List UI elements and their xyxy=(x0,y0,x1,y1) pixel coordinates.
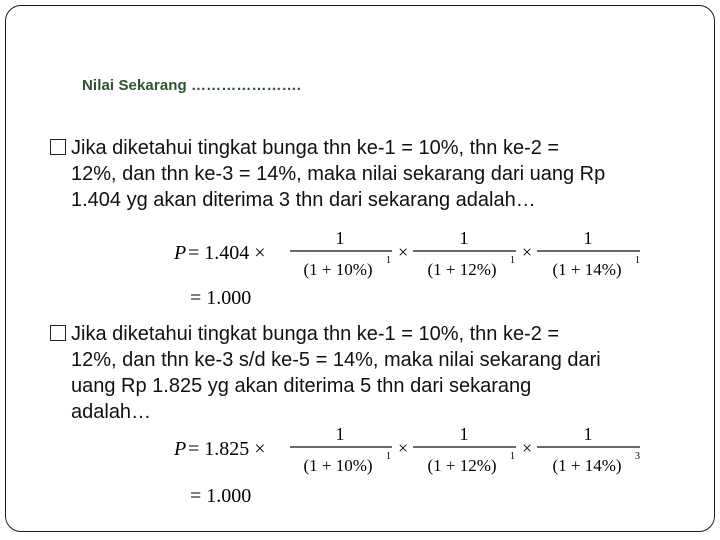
formula-2-times-2: × xyxy=(522,438,533,458)
formula-1-times-1: × xyxy=(398,242,409,262)
checkbox-bullet-icon xyxy=(50,325,66,341)
formula-2-exponent-2: 1 xyxy=(510,451,515,462)
formula-2-numerator-2: 1 xyxy=(459,424,469,444)
formula-1-result: = 1.000 xyxy=(190,287,252,309)
formula-2-numerator-1: 1 xyxy=(335,424,345,444)
formula-2-amount: = 1.825 × xyxy=(188,438,266,460)
formula-1-lhs: P xyxy=(174,242,187,264)
formula-1-numerator-1: 1 xyxy=(335,228,345,248)
bullet-1 xyxy=(50,135,690,213)
checkbox-bullet-icon xyxy=(50,139,66,155)
formula-1-denominator-2: (1 + 12%) xyxy=(427,260,497,279)
formula-2-denominator-3: (1 + 14%) xyxy=(552,456,622,475)
formula-1-amount: = 1.404 × xyxy=(188,242,266,264)
formula-1-exponent-3: 1 xyxy=(635,255,640,266)
formula-1 xyxy=(170,226,670,321)
formula-2-denominator-1: (1 + 10%) xyxy=(303,456,373,475)
formula-2-numerator-3: 1 xyxy=(583,424,593,444)
formula-1-denominator-1: (1 + 10%) xyxy=(303,260,373,279)
formula-1-times-2: × xyxy=(522,242,533,262)
formula-1-numerator-2: 1 xyxy=(459,228,469,248)
formula-2-exponent-3: 3 xyxy=(635,451,640,462)
formula-2-result: = 1.000 xyxy=(190,485,252,507)
formula-1-denominator-3: (1 + 14%) xyxy=(552,260,622,279)
bullet-2 xyxy=(50,321,690,425)
formula-1-exponent-1: 1 xyxy=(386,255,391,266)
bullet-2-text: Jika diketahui tingkat bunga thn ke-1 = 10%, thn ke-2 = 12%, dan thn ke-3 s/d ke-5 = 14%, maka nilai sekarang dari uang Rp 1.825 yg akan diterima 5 thn dari sekarang adalah… xyxy=(71,323,601,423)
formula-2-denominator-2: (1 + 12%) xyxy=(427,456,497,475)
formula-2-times-1: × xyxy=(398,438,409,458)
formula-2-lhs: P xyxy=(174,438,187,460)
slide-title: Nilai Sekarang …………………. xyxy=(82,77,302,94)
formula-2-exponent-1: 1 xyxy=(386,451,391,462)
bullet-1-text: Jika diketahui tingkat bunga thn ke-1 = 10%, thn ke-2 = 12%, dan thn ke-3 = 14%, maka nilai sekarang dari uang Rp 1.404 yg akan diterima 3 thn dari sekarang adalah… xyxy=(71,137,606,211)
formula-1-exponent-2: 1 xyxy=(510,255,515,266)
formula-2 xyxy=(170,422,670,522)
formula-1-numerator-3: 1 xyxy=(583,228,593,248)
